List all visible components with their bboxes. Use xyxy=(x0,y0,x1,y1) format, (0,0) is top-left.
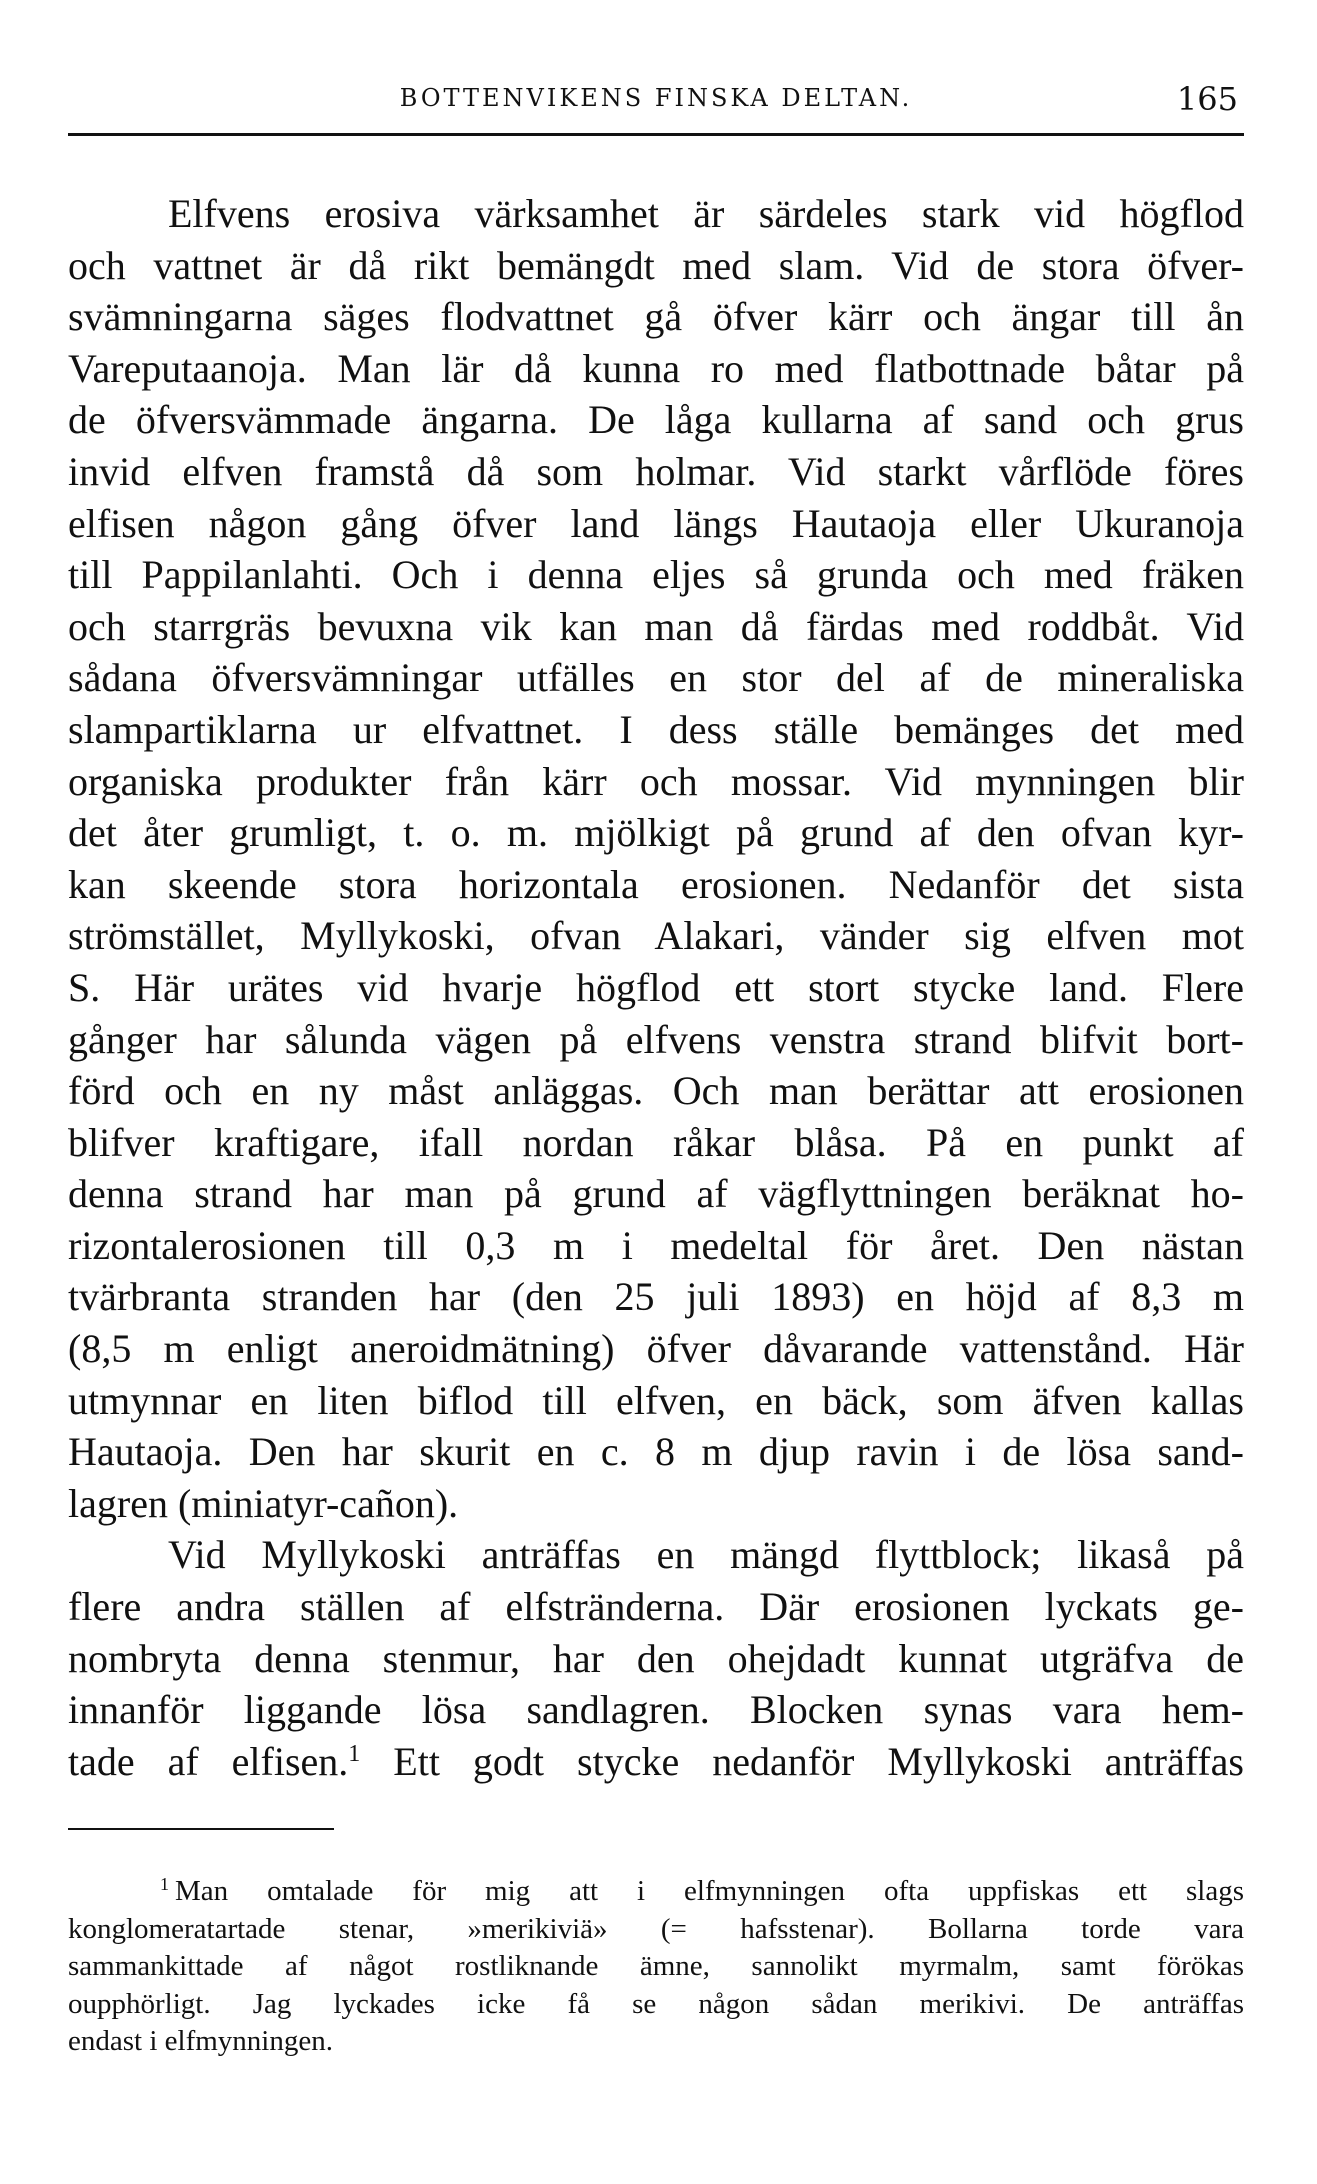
text-line: sådana öfversvämningar utfälles en stor del af de mineraliska xyxy=(68,655,1244,701)
text-line: rizontalerosionen till 0,3 m i medeltal för året. Den nästan xyxy=(68,1222,1244,1268)
text-line: kan skeende stora horizontala erosionen. Nedanför det sista xyxy=(68,861,1244,907)
text-line: Elfvens erosiva värksamhet är särdeles stark vid högflod xyxy=(168,191,1244,236)
paragraph-1 xyxy=(68,188,1244,1529)
text-line: lagren (miniatyr-cañon). xyxy=(68,1480,459,1526)
footnote-reference: 1 xyxy=(348,1740,361,1767)
text-line: Hautaoja. Den har skurit en c. 8 m djup ravin i de lösa sand- xyxy=(68,1429,1244,1475)
text-line: slampartiklarna ur elfvattnet. I dess ställe bemänges det med xyxy=(68,706,1244,752)
footnote-line: konglomeratartade stenar, »merikiviä» (= hafsstenar). Bollarna torde vara xyxy=(68,1912,1244,1945)
text-line: och vattnet är då rikt bemängdt med slam. Vid de stora öfver- xyxy=(68,242,1244,288)
footnote-line: endast i elfmynningen. xyxy=(68,2025,333,2057)
text-segment: tade af elfisen. xyxy=(68,1738,349,1784)
text-line: invid elfven framstå då som holmar. Vid starkt vårflöde föres xyxy=(68,448,1244,494)
page-number: 165 xyxy=(1176,80,1238,118)
text-line: utmynnar en liten biflod till elfven, en bäck, som äfven kallas xyxy=(68,1377,1244,1423)
text-segment: Ett godt stycke nedanför Myllykoski anträffas xyxy=(360,1738,1244,1784)
text-line: Vareputaanoja. Man lär då kunna ro med flatbottnade båtar på xyxy=(68,345,1244,391)
paragraph-2 xyxy=(68,1529,1244,1787)
text-line: strömstället, Myllykoski, ofvan Alakari, vänder sig elfven mot xyxy=(68,913,1244,959)
body-text xyxy=(68,188,1244,1787)
text-line: och starrgräs bevuxna vik kan man då färdas med roddbåt. Vid xyxy=(68,603,1244,649)
footnote-marker: 1 xyxy=(160,1874,169,1894)
text-line: nombryta denna stenmur, har den ohejdadt kunnat utgräfva de xyxy=(68,1635,1244,1681)
header-rule xyxy=(68,133,1244,136)
running-header xyxy=(68,80,1244,124)
footnote-text: Man omtalade för mig att i elfmynningen ofta uppfiskas ett slags xyxy=(175,1875,1244,1907)
text-line: elfisen någon gång öfver land längs Hautaoja eller Ukuranoja xyxy=(68,500,1244,546)
text-line: S. Här urätes vid hvarje högflod ett stort stycke land. Flere xyxy=(68,964,1244,1010)
text-line: blifver kraftigare, ifall nordan råkar blåsa. På en punkt af xyxy=(68,1119,1244,1165)
text-line: denna strand har man på grund af vägflyttningen beräknat ho- xyxy=(68,1171,1244,1217)
footnote-line: oupphörligt. Jag lyckades icke få se någon sådan merikivi. De anträffas xyxy=(68,1987,1244,2020)
text-line: organiska produkter från kärr och mossar. Vid mynningen blir xyxy=(68,758,1244,804)
text-line: gånger har sålunda vägen på elfvens venstra strand blifvit bort- xyxy=(68,1016,1244,1062)
text-line: de öfversvämmade ängarna. De låga kullarna af sand och grus xyxy=(68,397,1244,443)
footnote-rule xyxy=(68,1828,334,1830)
footnote xyxy=(68,1873,1244,2061)
text-line: Vid Myllykoski anträffas en mängd flyttblock; likaså på xyxy=(168,1532,1244,1578)
text-line: (8,5 m enligt aneroidmätning) öfver dåvarande vattenstånd. Här xyxy=(68,1326,1244,1372)
text-line xyxy=(68,1736,1244,1788)
text-line: innanför liggande lösa sandlagren. Blocken synas vara hem- xyxy=(68,1687,1244,1733)
running-title: BOTTENVIKENS FINSKA DELTAN. xyxy=(399,84,913,112)
footnote-line: sammankittade af något rostliknande ämne, sannolikt myrmalm, samt förökas xyxy=(68,1950,1244,1982)
text-line: svämningarna säges flodvattnet gå öfver kärr och ängar till ån xyxy=(68,294,1244,340)
text-line: förd och en ny måst anläggas. Och man berättar att erosionen xyxy=(68,1068,1244,1114)
text-line: flere andra ställen af elfstränderna. Där erosionen lyckats ge- xyxy=(68,1584,1244,1630)
text-line: tvärbranta stranden har (den 25 juli 1893) en höjd af 8,3 m xyxy=(68,1274,1244,1320)
footnote-line xyxy=(68,1873,1244,1911)
text-line: det åter grumligt, t. o. m. mjölkigt på grund af den ofvan kyr- xyxy=(68,810,1244,856)
text-line: till Pappilanlahti. Och i denna eljes så grunda och med fräken xyxy=(68,552,1244,598)
